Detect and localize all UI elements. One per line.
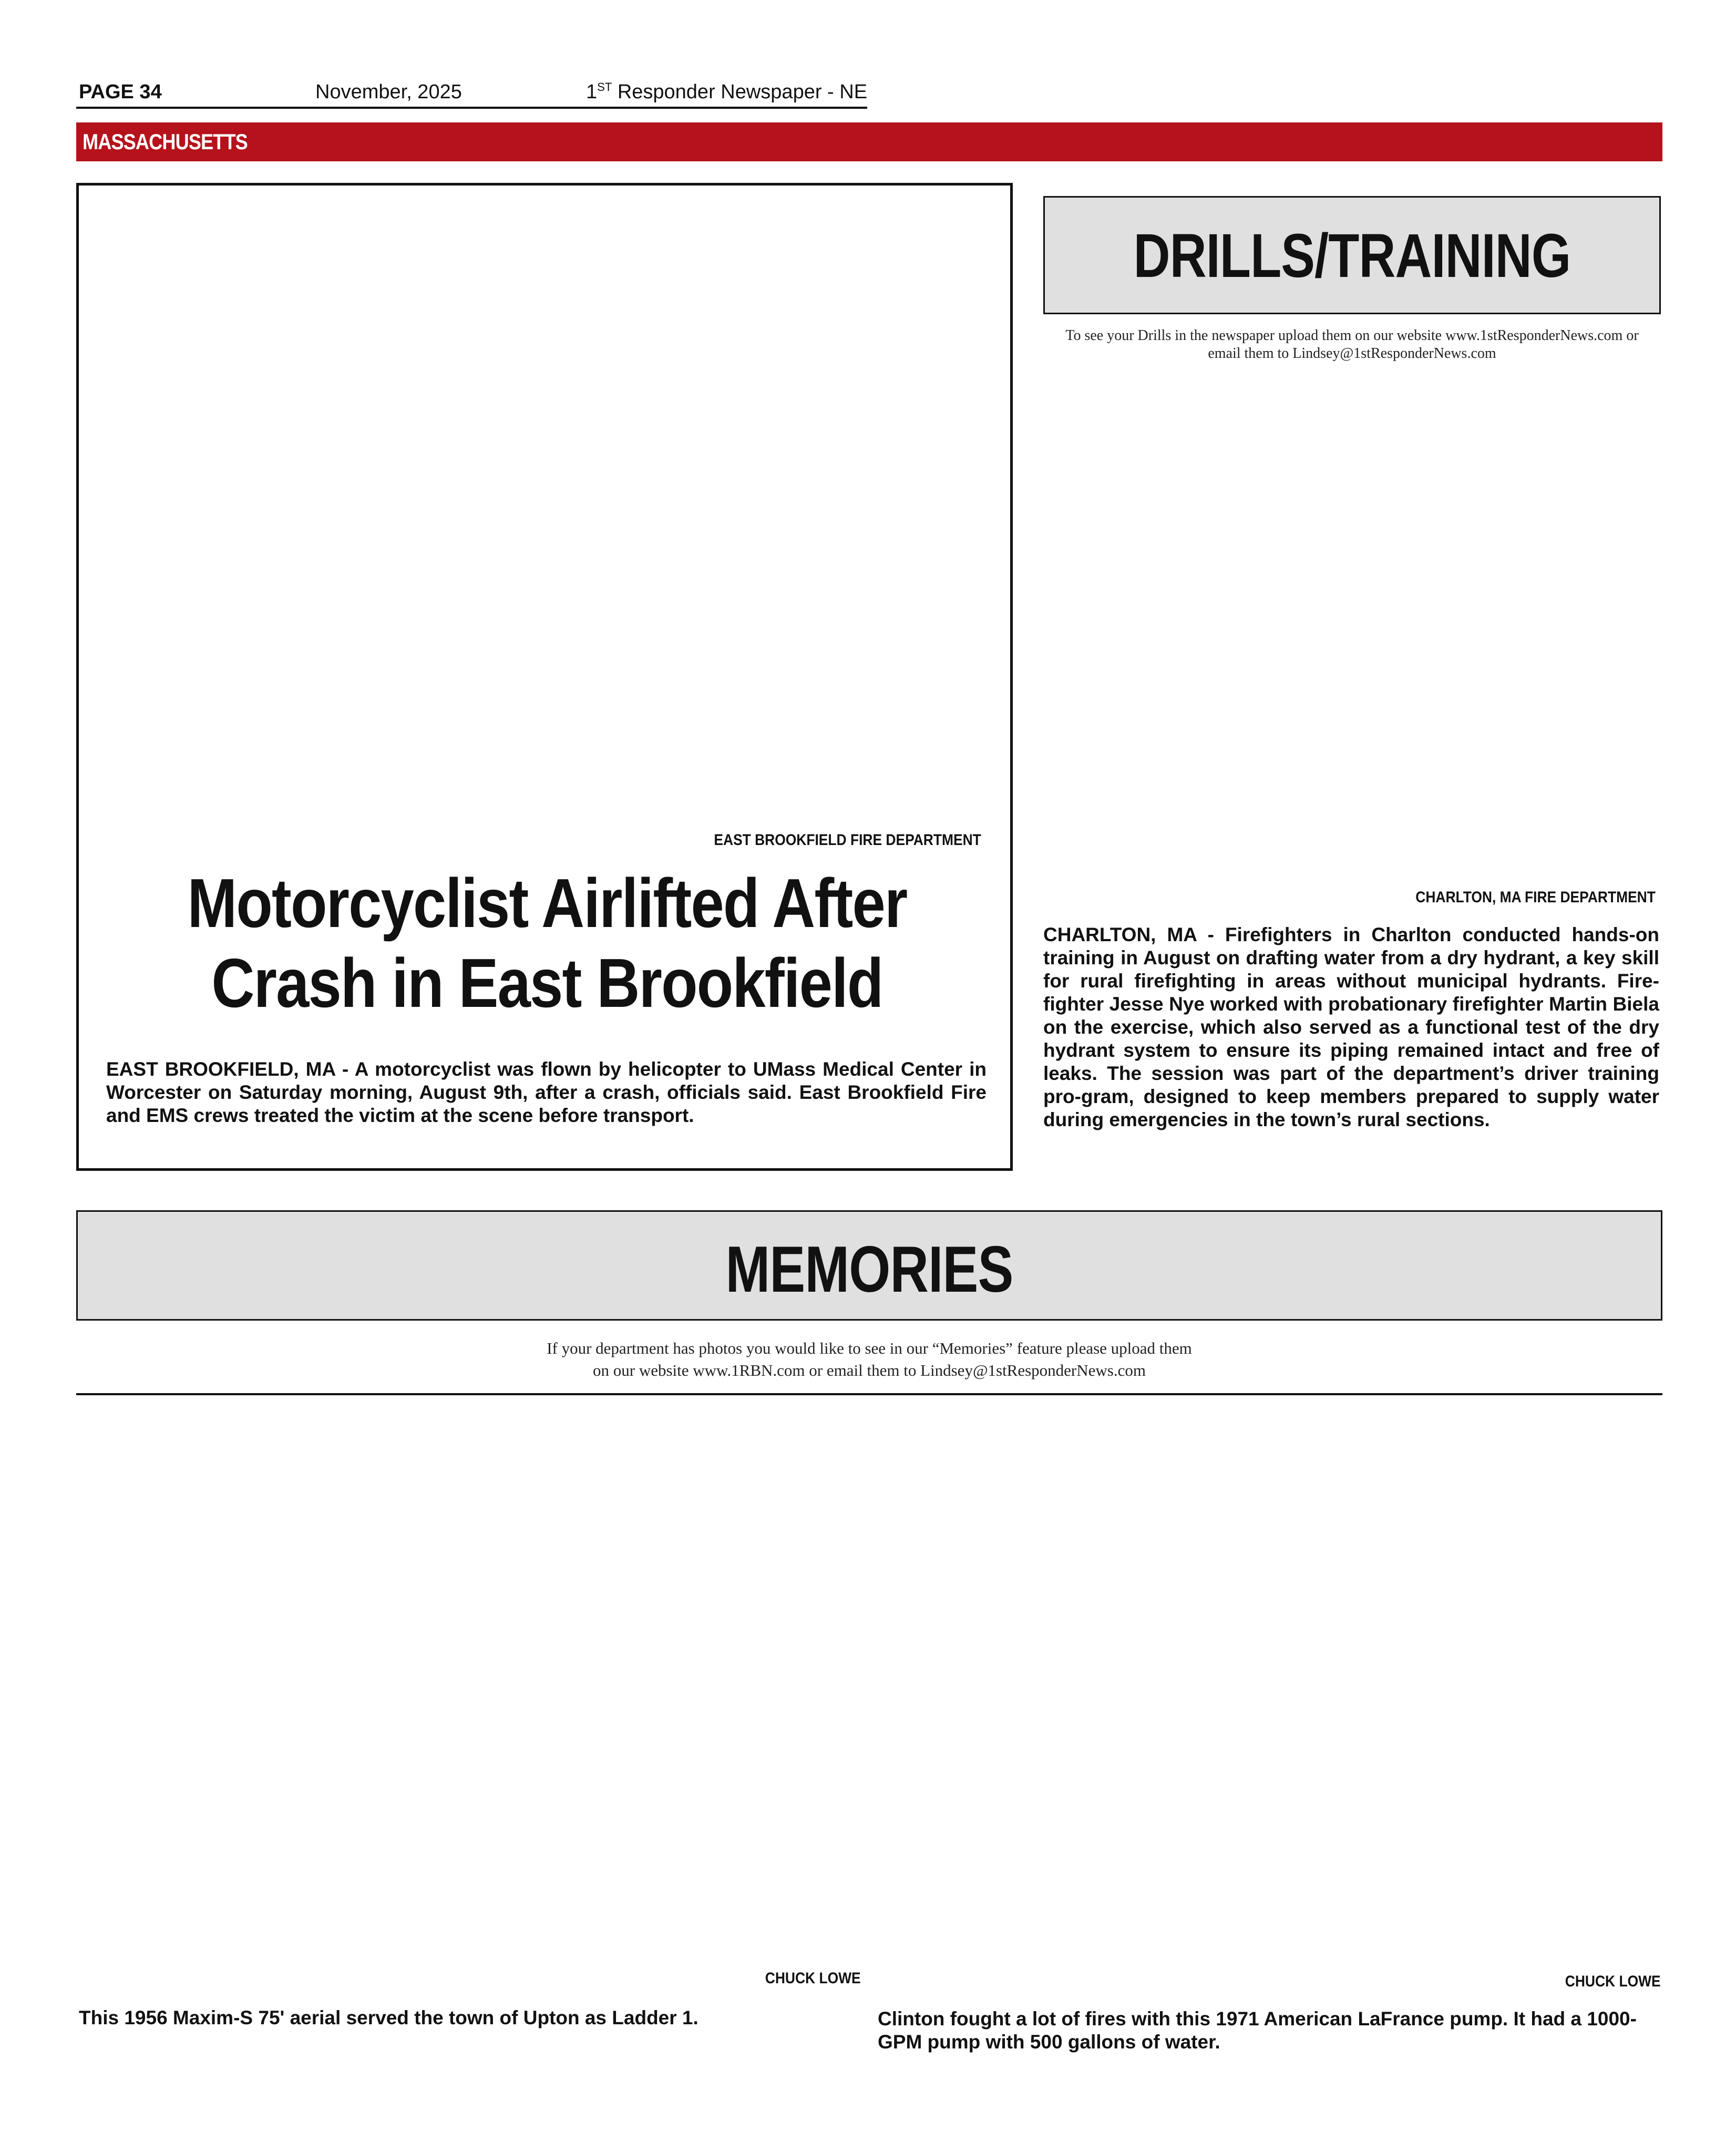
article-box (76, 183, 1013, 1171)
drills-note-line-1: To see your Drills in the newspaper upload them on our website www.1stResponderNews.com or (1065, 327, 1639, 344)
memories-photo-2 (875, 1414, 1662, 1960)
drills-training-title: DRILLS/TRAINING (1133, 221, 1571, 291)
drills-photo (1043, 373, 1661, 883)
newspaper-name-superscript: ST (597, 80, 612, 94)
page-number: PAGE 34 (79, 81, 162, 103)
issue-date: November, 2025 (315, 81, 462, 103)
headline-line-2: Crash in East Brookfield (211, 944, 883, 1022)
section-label: MASSACHUSETTS (83, 129, 248, 154)
header-rule (76, 107, 867, 109)
article-photo (89, 196, 1000, 816)
memories-photo-1 (76, 1414, 865, 1960)
headline-line-1: Motorcyclist Airlifted After (187, 864, 907, 942)
article-body: EAST BROOKFIELD, MA - A motorcyclist was flown by helicopter to UMass Medical Center in Worcester on Saturday morning, August 9th, after a crash, officials said. East Brookfield Fire and EMS crews treated the victim at the scene before transport. (106, 1058, 987, 1126)
memories-note-line-2: on our website www.1RBN.com or email them to Lindsey@1stResponderNews.com (593, 1361, 1146, 1379)
drills-body: CHARLTON, MA - Firefighters in Charlton conducted hands-on training in August on drafting water from a dry hydrant, a key skill for rural firefighting in areas without municipal hydrants. Fire-fighter Jesse Nye worked with probationary firefighter Martin Biela on the exercise, which also served as a functional test of the dry hydrant system to ensure its piping remained intact and free of leaks. The session was part of the department’s driver training pro-gram, designed to keep members prepared to supply water during emergencies in the town’s rural sections. (1043, 924, 1659, 1130)
newspaper-name-rest: Responder Newspaper - NE (612, 81, 868, 103)
drills-note-line-2: email them to Lindsey@1stResponderNews.com (1208, 345, 1496, 362)
memories-photo-1-caption: This 1956 Maxim-S 75' aerial served the town of Upton as Ladder 1. (79, 2007, 698, 2028)
drills-training-header (1043, 196, 1661, 314)
photo-credit: EAST BROOKFIELD FIRE DEPARTMENT (714, 831, 981, 849)
memories-note-line-1: If your department has photos you would like to see in our “Memories” feature please upload them (547, 1339, 1192, 1357)
newspaper-name (586, 80, 867, 104)
newspaper-name-prefix: 1 (586, 81, 598, 103)
memories-header (76, 1210, 1662, 1321)
article-headline (171, 863, 922, 1023)
memories-photo-1-credit: CHUCK LOWE (765, 1970, 861, 1987)
section-banner (76, 122, 1662, 161)
memories-title: MEMORIES (725, 1233, 1013, 1306)
memories-rule (76, 1393, 1662, 1395)
drills-photo-credit: CHARLTON, MA FIRE DEPARTMENT (1415, 889, 1656, 906)
memories-photo-2-caption: Clinton fought a lot of fires with this 1971 American LaFrance pump. It had a 1000-GPM pump with 500 gallons of water. (878, 2008, 1637, 2053)
memories-photo-2-credit: CHUCK LOWE (1565, 1973, 1661, 1990)
memories-note (76, 1337, 1662, 1382)
drills-note (1043, 327, 1661, 363)
